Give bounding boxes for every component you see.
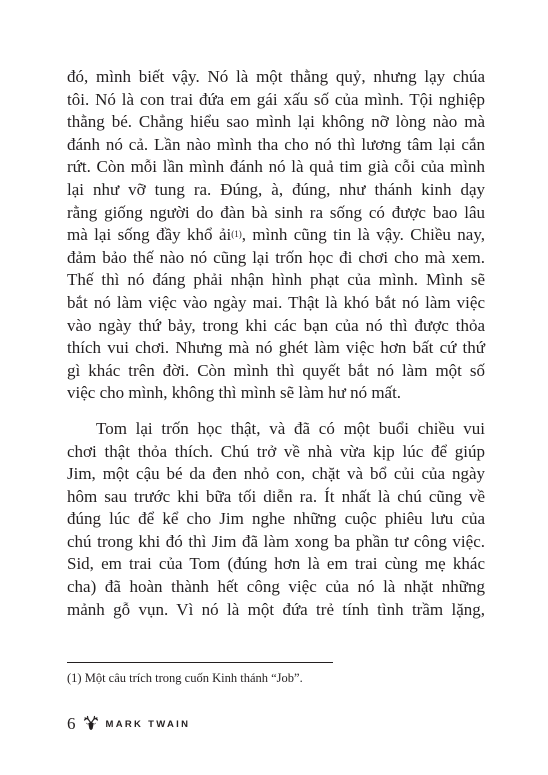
paragraph-1 [67, 66, 485, 405]
text-line: Tom lại trốn học thật, và đã có một buổi chiều vui [96, 418, 485, 438]
deer-head-icon [82, 715, 100, 733]
text-line: chơi thật thỏa thích. Chú trở về nhà vừa kịp lúc để giúp [67, 441, 485, 461]
page-footer [67, 713, 190, 735]
text-line: gì khác trên đời. Còn mình thì quyết bắt nó làm một số [67, 360, 485, 380]
text-line: hôm sau trước khi bữa tối diễn ra. Ít nhất là chú cũng về [67, 486, 485, 506]
text-line: đảm bảo thế nào nó cũng lại trốn học đi chơi cho mà xem. [67, 247, 485, 267]
text-line: bắt nó làm việc vào ngày mai. Thật là khó bắt nó làm việc [67, 292, 485, 312]
text-line: cha) đã hoàn thành hết công việc của nó là nhặt những [67, 577, 485, 597]
text-line: lại như vỡ tung ra. Đúng, à, đúng, như thánh kinh dạy [67, 179, 485, 199]
text-line: mảnh gỗ vụn. Vì nó là một đứa trẻ tính tình trầm lặng, [67, 599, 485, 619]
text-line: thằng bé. Chẳng hiểu sao mình lại không nỡ lòng nào mà [67, 112, 485, 132]
text-line: vào ngày thứ bảy, trong khi các bạn của nó thì được thỏa [67, 315, 485, 335]
text-line: rứt. Còn mỗi lần mình đánh nó là quả tim già cỗi của mình [67, 157, 485, 177]
footnote-divider [67, 662, 333, 663]
text-line: đúng lúc để kể cho Jim nghe những cuộc phiêu lưu của [67, 509, 485, 529]
page-number: 6 [67, 714, 76, 733]
author-name: MARK TWAIN [105, 718, 191, 730]
text-segment: , mình cũng tin là vậy. Chiều nay, [241, 225, 485, 245]
footnote-marker: (1) [231, 229, 242, 240]
text-line: việc cho mình, không thì mình sẽ làm hư nó mất. [67, 383, 402, 403]
text-line: đó, mình biết vậy. Nó là một thằng quỷ, nhưng lạy chúa [67, 67, 485, 86]
text-line: tôi. Nó là con trai đứa em gái xấu số của mình. Tội nghiệp [67, 89, 485, 109]
text-line: rằng giống người do đàn bà sinh ra sống có được bao lâu [67, 202, 485, 222]
paragraph-2 [67, 418, 485, 621]
text-segment: mà lại sống đầy khổ ải [67, 225, 232, 245]
text-line: Thế thì nó đáng phải nhận hình phạt của mình. Mình sẽ [67, 270, 485, 290]
text-line: thích vui chơi. Nhưng mà nó ghét làm việc hơn bất cứ thứ [67, 338, 485, 358]
footnote: (1) Một câu trích trong cuốn Kinh thánh “Job”. [67, 671, 303, 685]
text-line: đánh nó cả. Lần nào mình tha cho nó thì lương tâm lại cắn [67, 134, 485, 154]
text-line: chú trong khi đó thì Jim đã làm xong ba phần tư công việc. [67, 531, 485, 551]
text-line: Sid, em trai của Tom (đúng hơn là em trai cùng mẹ khác [67, 554, 485, 574]
text-line: Jim, một cậu bé da đen nhỏ con, chặt và bổ củi của ngày [67, 464, 485, 484]
text-line [67, 224, 485, 247]
body-text [67, 66, 485, 621]
